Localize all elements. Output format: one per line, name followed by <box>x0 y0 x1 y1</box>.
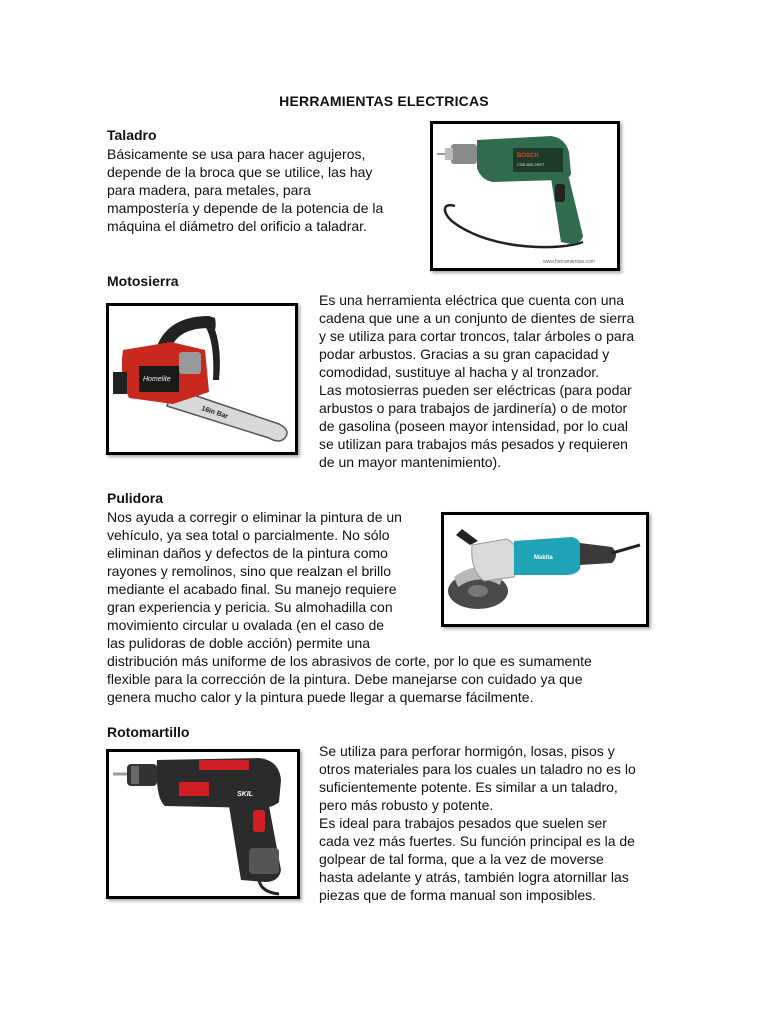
paragraph-taladro <box>107 145 383 235</box>
drill-watermark: www.herramientas.com <box>543 259 595 265</box>
text-line: rayones y remolinos, sino que realzan el brillo <box>107 563 392 579</box>
text-line: comodidad, sustituye al hacha y al tronzador. <box>319 364 600 380</box>
text-line: distribución más uniforme de los abrasivos de corte, por lo que es sumamente <box>107 653 592 669</box>
chainsaw-bar-text: 16in Bar <box>200 405 229 421</box>
text-line: movimiento circular u ovalada (en el caso de <box>107 617 385 633</box>
text-line: gran experiencia y pericia. Su almohadilla con <box>107 599 393 615</box>
text-line: genera mucho calor y la pintura puede llegar a quemarse fácilmente. <box>107 689 534 705</box>
text-line: Es una herramienta eléctrica que cuenta con una <box>319 292 625 308</box>
text-line: piezas que de forma manual son imposibles. <box>319 887 597 903</box>
heading-motosierra: Motosierra <box>107 273 179 289</box>
text-line: suficientemente potente. Es similar a un taladro, <box>319 779 618 795</box>
text-line: pero más robusto y potente. <box>319 797 494 813</box>
text-line: mampostería y depende de la potencia de la <box>107 200 384 216</box>
text-line: las pulidoras de doble acción) permite una <box>107 635 371 651</box>
text-line: vehículo, ya sea total o parcialmente. No sólo <box>107 527 390 543</box>
hammer-drill-icon <box>109 752 297 896</box>
heading-pulidora: Pulidora <box>107 490 164 506</box>
heading-taladro: Taladro <box>107 127 157 143</box>
text-line: se utilizan para trabajos más pesados y requieren <box>319 436 628 452</box>
page-title: HERRAMIENTAS ELECTRICAS <box>279 93 489 109</box>
chainsaw-brand-text: Homelite <box>143 376 171 383</box>
text-line: Nos ayuda a corregir o eliminar la pintura de un <box>107 509 402 525</box>
chainsaw-image <box>106 303 298 455</box>
text-line: flexible para la corrección de la pintura. Debe manejarse con cuidado ya que <box>107 671 583 687</box>
paragraph-rotomartillo <box>319 742 636 904</box>
drill-icon <box>433 124 617 268</box>
chainsaw-icon <box>109 306 295 452</box>
text-line: para madera, para metales, para <box>107 182 311 198</box>
text-line: eliminan daños y defectos de la pintura como <box>107 545 388 561</box>
heading-rotomartillo: Rotomartillo <box>107 724 190 740</box>
text-line: otros materiales para los cuales un taladro no es lo <box>319 761 636 777</box>
text-line: y se utiliza para cortar troncos, talar árboles o para <box>319 328 635 344</box>
grinder-brand-text: Makita <box>534 555 553 561</box>
text-line: arbustos o para trabajos de jardinería) o de motor <box>319 400 628 416</box>
drill-brand-text: BOSCH <box>517 153 539 159</box>
paragraph-pulidora-bottom <box>107 652 592 706</box>
text-line: Se utiliza para perforar hormigón, losas, pisos y <box>319 743 615 759</box>
grinder-image <box>441 512 649 627</box>
text-line: podar arbustos. Gracias a su gran capacidad y <box>319 346 610 362</box>
paragraph-motosierra <box>319 291 634 471</box>
text-line: cadena que une a un conjunto de dientes de sierra <box>319 310 635 326</box>
text-line: cada vez más fuertes. Su función principal es la de <box>319 833 635 849</box>
text-line: golpear de tal forma, que a la vez de moverse <box>319 851 604 867</box>
hammer-drill-image <box>106 749 300 899</box>
text-line: Básicamente se usa para hacer agujeros, <box>107 146 366 162</box>
angle-grinder-icon <box>444 515 646 624</box>
paragraph-pulidora-top <box>107 508 402 652</box>
text-line: Las motosierras pueden ser eléctricas (para podar <box>319 382 632 398</box>
text-line: máquina el diámetro del orificio a taladrar. <box>107 218 367 234</box>
text-line: depende de la broca que se utilice, las hay <box>107 164 373 180</box>
hammer-drill-brand-text: SKIL <box>237 791 253 798</box>
drill-model-text: CSB 850-2RET <box>517 162 545 167</box>
text-line: de un mayor mantenimiento). <box>319 454 502 470</box>
text-line: mediante el acabado final. Su manejo requiere <box>107 581 397 597</box>
drill-image <box>430 121 620 271</box>
text-line: hasta adelante y atrás, también logra atornillar las <box>319 869 629 885</box>
text-line: de gasolina (poseen mayor intensidad, por lo cual <box>319 418 628 434</box>
text-line: Es ideal para trabajos pesados que suelen ser <box>319 815 607 831</box>
